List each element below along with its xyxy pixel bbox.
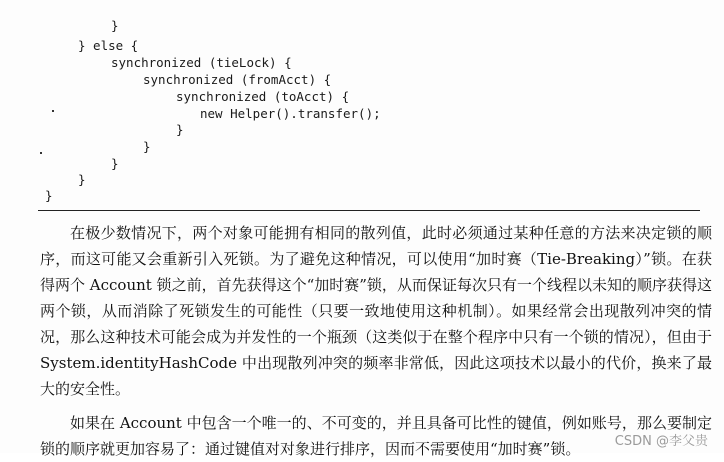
code-line: }	[176, 122, 184, 137]
code-line: } else {	[78, 38, 139, 53]
code-line: }	[78, 172, 86, 187]
body-text	[40, 220, 712, 462]
code-line: }	[143, 139, 151, 154]
code-line: synchronized (tieLock) {	[111, 55, 292, 70]
watermark: CSDN @李父贵	[614, 434, 708, 449]
code-line: }	[111, 156, 119, 171]
code-line: }	[45, 188, 53, 203]
print-speck	[52, 110, 54, 112]
paragraph: 在极少数情况下，两个对象可能拥有相同的散列值，此时必须通过某种任意的方法来决定锁的顺序，而这可能又会重新引入死锁。为了避免这种情况，可以使用“加时赛（Tie-Breaking）”锁。在获得两个 Account 锁之前，首先获得这个“加时赛”锁，从而保证每次只有一个线程以未知的顺序获得这两个锁，从而消除了死锁发生的可能性（只要一致地使用这种机制）。如果经常会出现散列冲突的情况，那么这种技术可能会成为并发性的一个瓶颈（这类似于在整个程序中只有一个锁的情况），但由于 System.identityHashCode 中出现散列冲突的频率非常低，因此这项技术以最小的代价，换来了最大的安全性。	[40, 224, 712, 398]
print-speck	[40, 152, 42, 154]
code-line: new Helper().transfer();	[200, 106, 381, 121]
section-divider	[38, 210, 700, 211]
code-line: synchronized (toAcct) {	[176, 89, 350, 104]
code-block	[0, 0, 381, 208]
paragraph: 如果在 Account 中包含一个唯一的、不可变的，并且具备可比性的键值，例如账号，那么要制定锁的顺序就更加容易了：通过键值对对象进行排序，因而不需要使用“加时赛”锁。	[40, 414, 712, 458]
code-line: }	[111, 18, 119, 33]
code-line: synchronized (fromAcct) {	[143, 72, 332, 87]
